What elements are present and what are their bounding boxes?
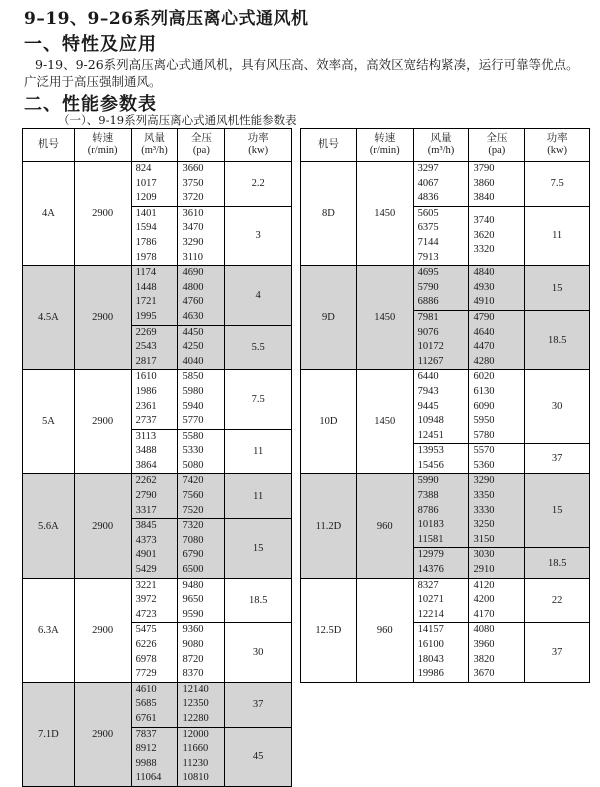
- table-cell-value: 11230: [182, 757, 209, 769]
- model-cell: 10D: [301, 370, 357, 474]
- pressure-cell: [469, 206, 525, 265]
- table-cell-value: 5780: [473, 429, 495, 441]
- header-pressure-unit: (pa): [488, 145, 506, 156]
- power-cell: 15: [525, 474, 590, 548]
- header-speed: [356, 129, 413, 162]
- table-cell-value: 12280: [182, 712, 209, 724]
- power-cell: 2.2: [225, 162, 292, 207]
- header-power-unit: (kw): [547, 145, 568, 156]
- table-cell-value: 8370: [182, 668, 204, 680]
- table-cell-value: 12451: [417, 429, 444, 441]
- flow-cell: [413, 206, 469, 265]
- header-speed-label: 转速: [92, 133, 114, 144]
- table-cell-value: 1594: [135, 222, 157, 234]
- table-cell-value: 7080: [182, 534, 204, 546]
- table-cell-value: 9590: [182, 608, 204, 620]
- table-cell-value: 8327: [417, 579, 439, 591]
- pressure-cell: [178, 578, 225, 623]
- flow-cell: [413, 162, 469, 207]
- flow-cell: [131, 682, 178, 727]
- table-cell-value: 5770: [182, 415, 204, 427]
- table-cell-value: 6020: [473, 371, 495, 383]
- table-row: [301, 474, 590, 548]
- table-cell-value: 9988: [135, 757, 157, 769]
- model-cell: 6.3A: [23, 578, 75, 682]
- pressure-cell: [469, 623, 525, 682]
- model-cell: 4.5A: [23, 266, 75, 370]
- table-cell-value: 4170: [473, 608, 495, 620]
- header-pressure: [178, 129, 225, 162]
- table-cell-value: 19986: [417, 668, 444, 680]
- table-cell-value: 3620: [473, 229, 495, 241]
- flow-cell: [131, 623, 178, 682]
- table-cell-value: 4067: [417, 177, 439, 189]
- table-cell-value: 3350: [473, 490, 495, 502]
- table-row: [23, 474, 292, 519]
- table-cell-value: 5570: [473, 445, 495, 457]
- table-row: [23, 266, 292, 325]
- table-cell-value: 2361: [135, 400, 157, 412]
- model-cell: 11.2D: [301, 474, 357, 578]
- table-header-row: [23, 129, 292, 162]
- power-cell: 15: [525, 266, 590, 311]
- table-cell-value: 3720: [182, 192, 204, 204]
- flow-cell: [413, 623, 469, 682]
- table-row: [301, 266, 590, 311]
- table-cell-value: 7729: [135, 668, 157, 680]
- flow-cell: [413, 370, 469, 444]
- speed-cell: 2900: [74, 266, 131, 370]
- header-pressure-label: 全压: [486, 133, 508, 144]
- table-cell-value: 3660: [182, 163, 204, 174]
- table-cell-value: 5990: [417, 475, 439, 487]
- table-cell-value: 4836: [417, 192, 439, 204]
- power-cell: 18.5: [525, 548, 590, 578]
- pressure-cell: [178, 727, 225, 786]
- table-cell-value: 7943: [417, 385, 439, 397]
- table-cell-value: 3320: [473, 244, 495, 256]
- table-cell-value: 3150: [473, 533, 495, 545]
- table-cell-value: 5980: [182, 385, 204, 397]
- table-cell-value: 10810: [182, 772, 209, 784]
- model-cell: 5A: [23, 370, 75, 474]
- header-pressure-unit: (pa): [192, 145, 210, 156]
- table-row: [301, 370, 590, 444]
- table-row: [23, 162, 292, 207]
- table-cell-value: 1986: [135, 385, 157, 397]
- pressure-cell: [469, 578, 525, 623]
- table-cell-value: 3610: [182, 207, 204, 219]
- table-cell-value: 4630: [182, 310, 204, 322]
- table-cell-value: 12979: [417, 549, 444, 561]
- table-cell-value: 6375: [417, 222, 439, 234]
- table-cell-value: 7560: [182, 490, 204, 502]
- table-row: [23, 578, 292, 623]
- pressure-cell: [178, 682, 225, 727]
- table-cell-value: 4080: [473, 624, 495, 636]
- flow-cell: [131, 162, 178, 207]
- table-cell-value: 3972: [135, 594, 157, 606]
- table-cell-value: 3113: [135, 430, 157, 442]
- table-cell-value: 4250: [182, 341, 204, 353]
- power-cell: 30: [525, 370, 590, 444]
- table-cell-value: 3221: [135, 579, 157, 591]
- power-cell: 37: [525, 623, 590, 682]
- table-cell-value: 3820: [473, 653, 495, 665]
- table-cell-value: 14157: [417, 624, 444, 636]
- speed-cell: 2900: [74, 162, 131, 266]
- table-cell-value: 5580: [182, 430, 204, 442]
- header-flow: [131, 129, 178, 162]
- header-speed-label: 转速: [374, 133, 396, 144]
- speed-cell: 1450: [356, 370, 413, 474]
- table-cell-value: 2817: [135, 355, 157, 367]
- table-cell-value: 3030: [473, 549, 495, 561]
- power-cell: 3: [225, 206, 292, 265]
- table-cell-value: 3845: [135, 520, 157, 532]
- table-cell-value: 3860: [473, 177, 495, 189]
- power-cell: 4: [225, 266, 292, 325]
- table-cell-value: 9360: [182, 624, 204, 636]
- table-cell-value: 1786: [135, 236, 157, 248]
- table-cell-value: 13953: [417, 445, 444, 457]
- table-cell-value: 15456: [417, 459, 444, 471]
- power-cell: 37: [525, 444, 590, 474]
- table-cell-value: 5790: [417, 281, 439, 293]
- flow-cell: [413, 310, 469, 369]
- flow-cell: [131, 429, 178, 474]
- flow-cell: [413, 578, 469, 623]
- header-power: [225, 129, 292, 162]
- table-cell-value: 3740: [473, 215, 495, 227]
- flow-cell: [131, 474, 178, 519]
- flow-cell: [131, 206, 178, 265]
- header-pressure-label: 全压: [190, 133, 212, 144]
- table-cell-value: 14376: [417, 564, 444, 576]
- header-model-label: 机号: [317, 139, 339, 150]
- table-cell-value: 16100: [417, 639, 444, 650]
- table-cell-value: 1610: [135, 371, 157, 383]
- table-cell-value: 1721: [135, 296, 157, 308]
- intro-text-line2: 广泛用于高压强制通风。: [24, 74, 162, 89]
- table-cell-value: 1995: [135, 310, 157, 322]
- table-cell-value: 3330: [473, 504, 495, 516]
- header-model: [23, 129, 75, 162]
- intro-text-line1: 9-19、9-26系列高压离心式通风机，具有风压高、效率高，高效区宽结构紧凑，运行可靠等优点。: [35, 57, 579, 72]
- table-cell-value: 7913: [417, 251, 439, 263]
- power-cell: 11: [225, 429, 292, 474]
- table-row: [301, 162, 590, 207]
- flow-cell: [131, 325, 178, 370]
- speed-cell: 960: [356, 578, 413, 682]
- header-flow-unit: (m³/h): [141, 145, 168, 156]
- table-cell-value: 4120: [473, 579, 495, 591]
- flow-cell: [131, 727, 178, 786]
- model-cell: 8D: [301, 162, 357, 266]
- table-cell-value: 5950: [473, 415, 495, 427]
- table-cell-value: 4901: [135, 549, 157, 561]
- model-cell: 4A: [23, 162, 75, 266]
- header-speed-unit: (r/min): [87, 145, 118, 156]
- table-row: [23, 682, 292, 727]
- pressure-cell: [469, 548, 525, 578]
- speed-cell: 960: [356, 474, 413, 578]
- table-cell-value: 3317: [135, 504, 157, 516]
- header-pressure: [469, 129, 525, 162]
- table-cell-value: 10183: [417, 519, 444, 531]
- table-cell-value: 11660: [182, 743, 209, 755]
- table-cell-value: 3864: [135, 459, 157, 471]
- flow-cell: [131, 370, 178, 429]
- table-cell-value: 6978: [135, 653, 157, 665]
- header-model-label: 机号: [37, 139, 59, 150]
- table-cell-value: 6130: [473, 385, 495, 397]
- model-cell: 5.6A: [23, 474, 75, 578]
- table-cell-value: 7144: [417, 236, 439, 248]
- table-cell-value: 4930: [473, 281, 495, 293]
- table-cell-value: 7320: [182, 520, 204, 532]
- table-cell-value: 9445: [417, 400, 439, 412]
- table-cell-value: 12350: [182, 698, 209, 710]
- section-heading-parameters: 二、性能参数表: [24, 94, 157, 115]
- table-cell-value: 6090: [473, 400, 495, 412]
- pressure-cell: [178, 623, 225, 682]
- pressure-cell: [178, 206, 225, 265]
- header-power-label: 功率: [247, 133, 269, 144]
- table-cell-value: 2269: [135, 326, 157, 338]
- header-power-label: 功率: [546, 133, 568, 144]
- table-cell-value: 3110: [182, 251, 204, 263]
- table-cell-value: 7520: [182, 504, 204, 516]
- header-power: [525, 129, 590, 162]
- power-cell: 18.5: [525, 310, 590, 369]
- table-cell-value: 18043: [417, 653, 444, 665]
- table-cell-value: 4450: [182, 326, 204, 338]
- section-heading-features: 一、特性及应用: [24, 34, 157, 55]
- power-cell: 30: [225, 623, 292, 682]
- power-cell: 11: [225, 474, 292, 519]
- table-cell-value: 3488: [135, 445, 157, 457]
- power-cell: 45: [225, 727, 292, 786]
- table-cell-value: 11064: [135, 772, 162, 784]
- table-cell-value: 4910: [473, 296, 495, 308]
- table-cell-value: 3840: [473, 192, 495, 204]
- table-cell-value: 8720: [182, 653, 204, 665]
- table-cell-value: 1209: [135, 192, 157, 204]
- table-cell-value: 6886: [417, 296, 439, 308]
- table-cell-value: 2790: [135, 490, 157, 502]
- table-cell-value: 10172: [417, 341, 444, 353]
- table-cell-value: 5080: [182, 459, 204, 471]
- table-cell-value: 7388: [417, 490, 439, 502]
- table-cell-value: 5360: [473, 459, 495, 471]
- table-caption: （一）、9-19系列高压离心式通风机性能参数表: [58, 113, 297, 127]
- table-cell-value: 8912: [135, 743, 157, 755]
- table-cell-value: 4790: [473, 311, 495, 323]
- pressure-cell: [469, 474, 525, 548]
- power-cell: 7.5: [225, 370, 292, 429]
- table-cell-value: 5850: [182, 371, 204, 383]
- table-cell-value: 7981: [417, 311, 439, 323]
- pressure-cell: [469, 266, 525, 311]
- table-cell-value: 9076: [417, 326, 439, 338]
- header-speed: [74, 129, 131, 162]
- header-flow-unit: (m³/h): [427, 145, 455, 156]
- table-cell-value: 4840: [473, 267, 495, 279]
- table-cell-value: 5605: [417, 207, 439, 219]
- table-cell-value: 1448: [135, 281, 157, 293]
- pressure-cell: [178, 266, 225, 325]
- table-cell-value: 3290: [182, 236, 204, 248]
- power-cell: 18.5: [225, 578, 292, 623]
- table-cell-value: 6500: [182, 564, 204, 576]
- pressure-cell: [178, 370, 225, 429]
- pressure-cell: [178, 519, 225, 578]
- header-flow-label: 风量: [430, 133, 452, 144]
- table-cell-value: 7837: [135, 728, 157, 740]
- table-cell-value: 9650: [182, 594, 204, 606]
- pressure-cell: [178, 429, 225, 474]
- table-cell-value: 6226: [135, 639, 157, 650]
- table-cell-value: 3670: [473, 668, 495, 680]
- table-cell-value: 9080: [182, 639, 204, 650]
- performance-table-left: [22, 128, 292, 787]
- flow-cell: [413, 266, 469, 311]
- table-cell-value: 1401: [135, 207, 157, 219]
- table-cell-value: 5685: [135, 698, 157, 710]
- table-cell-value: 2737: [135, 415, 157, 427]
- table-cell-value: 2910: [473, 564, 495, 576]
- power-cell: 11: [525, 206, 590, 265]
- table-cell-value: 3470: [182, 222, 204, 234]
- flow-cell: [413, 474, 469, 548]
- table-cell-value: 4610: [135, 683, 157, 695]
- table-cell-value: 824: [135, 163, 152, 174]
- table-cell-value: 6440: [417, 371, 439, 383]
- table-cell-value: 3250: [473, 519, 495, 531]
- table-header-row: [301, 129, 590, 162]
- table-cell-value: 4695: [417, 267, 439, 279]
- flow-cell: [131, 519, 178, 578]
- table-cell-value: 1174: [135, 267, 157, 279]
- flow-cell: [131, 266, 178, 325]
- table-cell-value: 12140: [182, 683, 209, 695]
- page-title: 9–19、9–26系列高压离心式通风机: [24, 9, 309, 29]
- table-cell-value: 7420: [182, 475, 204, 487]
- table-cell-value: 5475: [135, 624, 157, 636]
- speed-cell: 2900: [74, 578, 131, 682]
- table-cell-value: 4640: [473, 326, 495, 338]
- table-cell-value: 3297: [417, 163, 439, 174]
- header-flow: [413, 129, 469, 162]
- speed-cell: 2900: [74, 474, 131, 578]
- table-cell-value: 3790: [473, 163, 495, 174]
- power-cell: 15: [225, 519, 292, 578]
- power-cell: 5.5: [225, 325, 292, 370]
- table-cell-value: 9480: [182, 579, 204, 591]
- speed-cell: 1450: [356, 162, 413, 266]
- power-cell: 7.5: [525, 162, 590, 207]
- pressure-cell: [469, 444, 525, 474]
- pressure-cell: [178, 474, 225, 519]
- flow-cell: [131, 578, 178, 623]
- table-cell-value: 1017: [135, 177, 157, 189]
- table-cell-value: 11581: [417, 533, 444, 545]
- header-power-unit: (kw): [248, 145, 269, 156]
- table-row: [23, 370, 292, 429]
- flow-cell: [413, 548, 469, 578]
- flow-cell: [413, 444, 469, 474]
- table-row: [301, 578, 590, 623]
- speed-cell: 1450: [356, 266, 413, 370]
- table-cell-value: 10271: [417, 594, 444, 606]
- pressure-cell: [178, 325, 225, 370]
- performance-table-right: [300, 128, 590, 683]
- model-cell: 9D: [301, 266, 357, 370]
- table-cell-value: 4040: [182, 355, 204, 367]
- table-cell-value: 1978: [135, 251, 157, 263]
- speed-cell: 2900: [74, 682, 131, 786]
- table-cell-value: 3960: [473, 639, 495, 650]
- table-cell-value: 3750: [182, 177, 204, 189]
- speed-cell: 2900: [74, 370, 131, 474]
- header-model: [301, 129, 357, 162]
- table-cell-value: 5940: [182, 400, 204, 412]
- header-speed-unit: (r/min): [369, 145, 400, 156]
- table-cell-value: 6761: [135, 712, 157, 724]
- table-cell-value: 4723: [135, 608, 157, 620]
- table-cell-value: 12214: [417, 608, 444, 620]
- table-cell-value: 5330: [182, 445, 204, 457]
- table-cell-value: 3290: [473, 475, 495, 487]
- table-cell-value: 4200: [473, 594, 495, 606]
- pressure-cell: [469, 370, 525, 444]
- pressure-cell: [178, 162, 225, 207]
- header-flow-label: 风量: [144, 133, 165, 144]
- pressure-cell: [469, 162, 525, 207]
- table-cell-value: 2262: [135, 475, 157, 487]
- table-cell-value: 6790: [182, 549, 204, 561]
- table-cell-value: 2543: [135, 341, 157, 353]
- table-cell-value: 10948: [417, 415, 444, 427]
- power-cell: 37: [225, 682, 292, 727]
- pressure-cell: [469, 310, 525, 369]
- table-cell-value: 4470: [473, 341, 495, 353]
- table-cell-value: 4690: [182, 267, 204, 279]
- table-cell-value: 8786: [417, 504, 439, 516]
- table-cell-value: 4800: [182, 281, 204, 293]
- table-cell-value: 4280: [473, 355, 495, 367]
- table-cell-value: 4373: [135, 534, 157, 546]
- table-cell-value: 12000: [182, 728, 209, 740]
- table-cell-value: 4760: [182, 296, 204, 308]
- power-cell: 22: [525, 578, 590, 623]
- table-cell-value: 5429: [135, 564, 157, 576]
- table-cell-value: 11267: [417, 355, 444, 367]
- model-cell: 7.1D: [23, 682, 75, 786]
- model-cell: 12.5D: [301, 578, 357, 682]
